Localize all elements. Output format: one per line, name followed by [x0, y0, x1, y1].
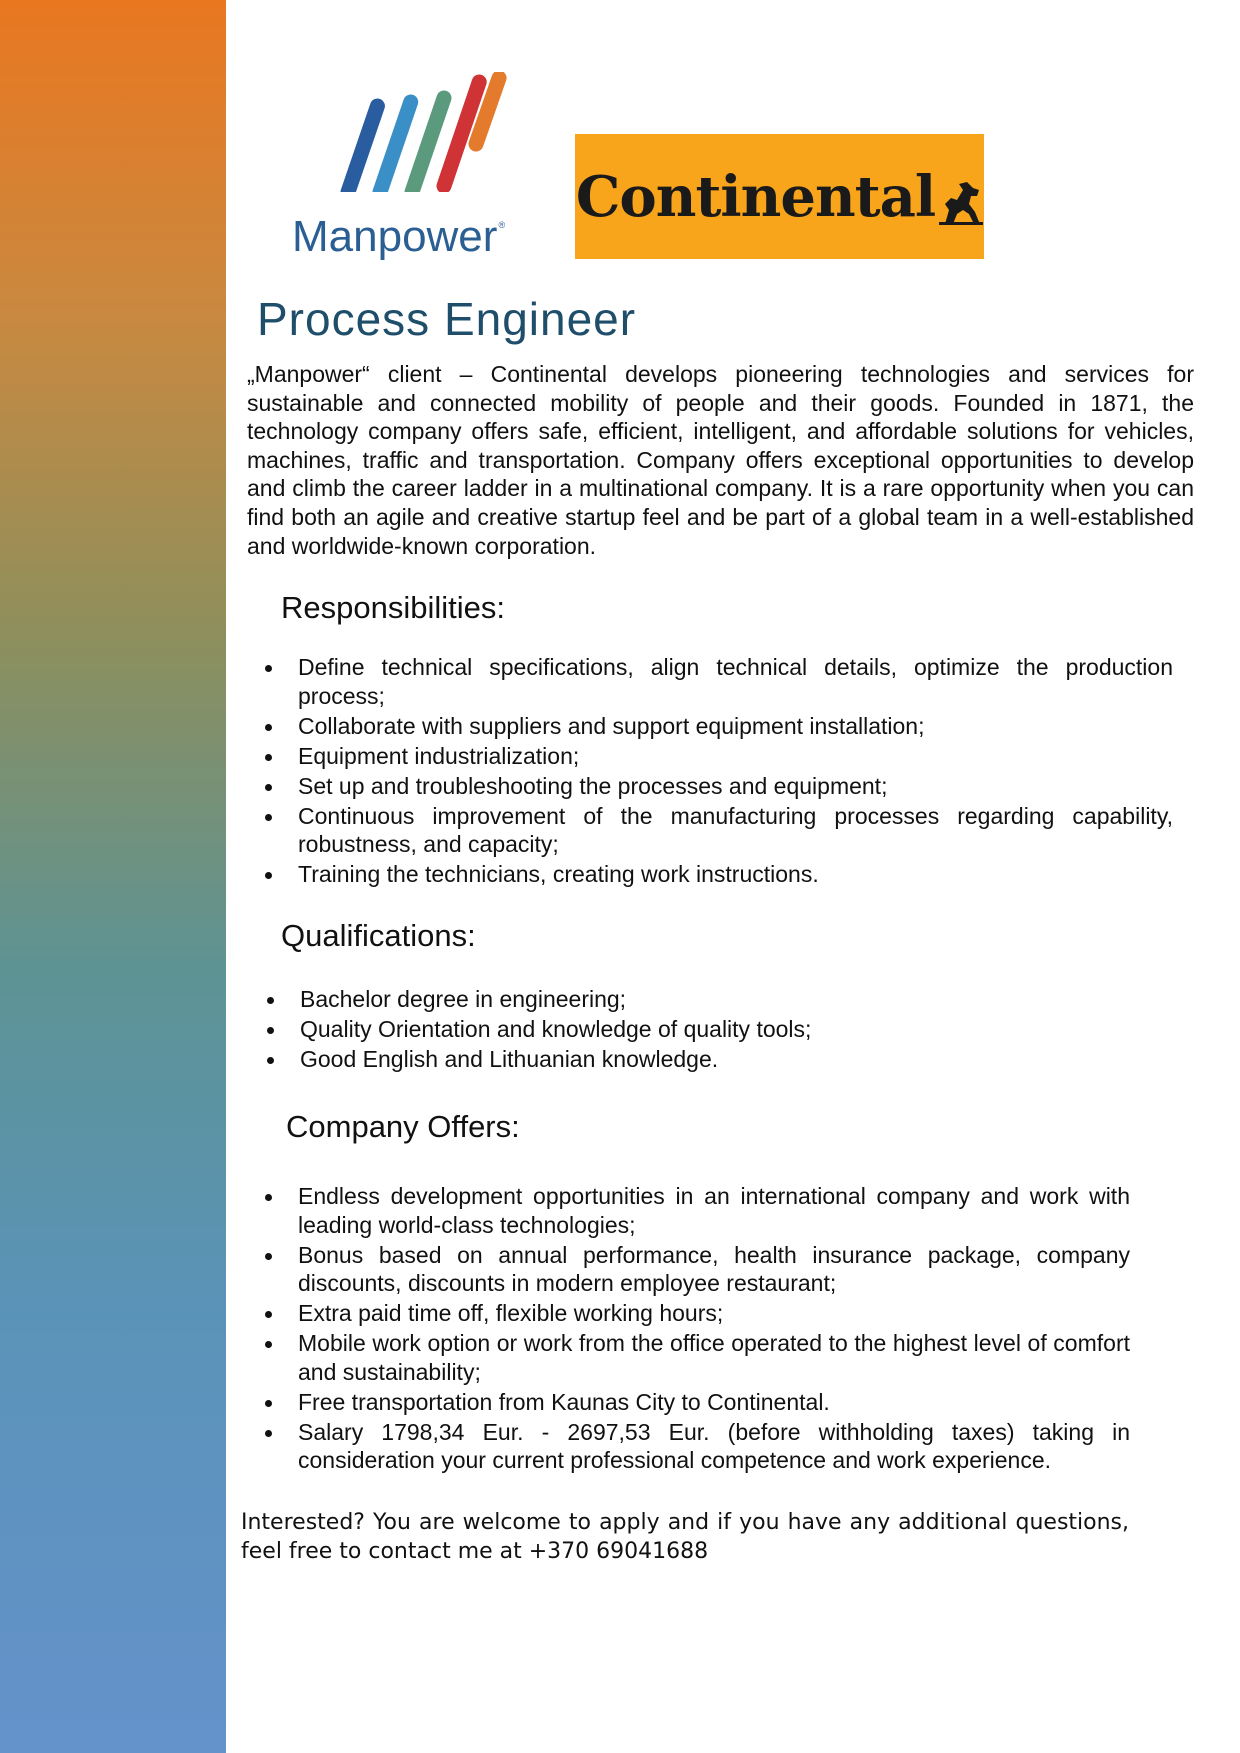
list-item: Collaborate with suppliers and support equipment installation; [262, 712, 1173, 741]
list-item: Bachelor degree in engineering; [264, 985, 1144, 1014]
qualifications-heading: Qualifications: [281, 918, 476, 953]
continental-wordmark: Continental [576, 164, 983, 230]
responsibilities-heading: Responsibilities: [281, 590, 505, 625]
page-title: Process Engineer [257, 293, 637, 345]
manpower-wordmark: Manpower® [292, 212, 506, 261]
qualifications-list [264, 985, 1144, 1075]
manpower-stripes-icon [310, 72, 510, 192]
manpower-stripe [380, 102, 411, 192]
list-item: Quality Orientation and knowledge of quality tools; [264, 1015, 1144, 1044]
continental-logo [575, 134, 984, 259]
company-offers-list [262, 1182, 1130, 1476]
list-item: Set up and troubleshooting the processes and equipment; [262, 772, 1173, 801]
list-item: Extra paid time off, flexible working hours; [262, 1299, 1130, 1328]
intro-paragraph: „Manpower“ client – Continental develops pioneering technologies and services for sustainable and connected mobility of people and their goods. Founded in 1871, the technology company offers safe, efficient, intelligent, and affordable solutions for vehicles, machines, traffic and transportation. Company offers exceptional opportunities to develop and climb the career ladder in a multinational company. It is a rare opportunity when you can find both an agile and creative startup feel and be part of a global team in a well-established and worldwide-known corporation. [247, 361, 1194, 559]
responsibilities-list [262, 653, 1173, 890]
list-item: Training the technicians, creating work instructions. [262, 860, 1173, 889]
list-item: Bonus based on annual performance, health insurance package, company discounts, discounts in modern employee restaurant; [262, 1241, 1130, 1298]
manpower-stripe [348, 106, 377, 192]
company-offers-heading: Company Offers: [286, 1109, 520, 1144]
list-item: Equipment industrialization; [262, 742, 1173, 771]
manpower-logo [290, 72, 530, 272]
list-item: Salary 1798,34 Eur. - 2697,53 Eur. (before withholding taxes) taking in consideration your current professional competence and work experience. [262, 1418, 1130, 1475]
list-item: Mobile work option or work from the office operated to the highest level of comfort and sustainability; [262, 1329, 1130, 1386]
gradient-side-bar [0, 0, 226, 1753]
list-item: Good English and Lithuanian knowledge. [264, 1045, 1144, 1074]
list-item: Define technical specifications, align technical details, optimize the production process; [262, 653, 1173, 710]
list-item: Continuous improvement of the manufacturing processes regarding capability, robustness, and capacity; [262, 802, 1173, 859]
horse-icon [939, 180, 983, 226]
list-item: Free transportation from Kaunas City to Continental. [262, 1388, 1130, 1417]
contact-paragraph: Interested? You are welcome to apply and if you have any additional questions, feel free to contact me at +370 69041688 [241, 1510, 1129, 1564]
list-item: Endless development opportunities in an international company and work with leading world-class technologies; [262, 1182, 1130, 1239]
